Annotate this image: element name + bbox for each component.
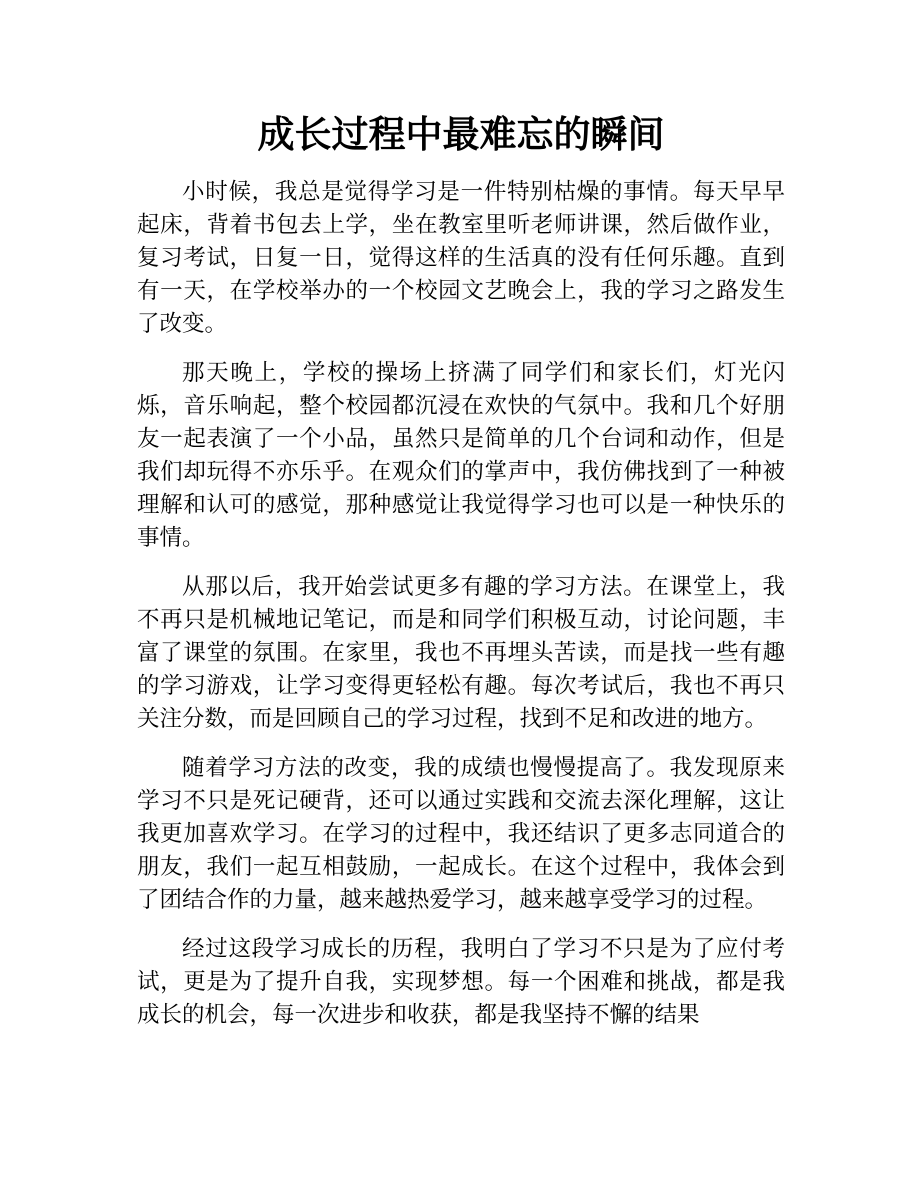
paragraph-5: 经过这段学习成长的历程，我明白了学习不只是为了应付考试，更是为了提升自我，实现梦想。每一个困难和挑战，都是我成长的机会，每一次进步和收获，都是我坚持不懈的结果 (137, 936, 785, 1028)
paragraph-2: 那天晚上，学校的操场上挤满了同学们和家长们，灯光闪烁，音乐响起，整个校园都沉浸在欢快的气氛中。我和几个好朋友一起表演了一个小品，虽然只是简单的几个台词和动作，但是我们却玩得不亦乐乎。在观众们的掌声中，我仿佛找到了一种被理解和认可的感觉，那种感觉让我觉得学习也可以是一种快乐的事情。 (137, 360, 785, 551)
paragraph-3: 从那以后，我开始尝试更多有趣的学习方法。在课堂上，我不再只是机械地记笔记，而是和同学们积极互动，讨论问题，丰富了课堂的氛围。在家里，我也不再埋头苦读，而是找一些有趣的学习游戏，让学习变得更轻松有趣。每次考试后，我也不再只关注分数，而是回顾自己的学习过程，找到不足和改进的地方。 (137, 574, 785, 732)
document-title: 成长过程中最难忘的瞬间 (257, 113, 665, 156)
paragraph-1: 小时候，我总是觉得学习是一件特别枯燥的事情。每天早早起床，背着书包去上学，坐在教室里听老师讲课，然后做作业，复习考试，日复一日，觉得这样的生活真的没有任何乐趣。直到有一天，在学校举办的一个校园文艺晚会上，我的学习之路发生了改变。 (137, 179, 785, 337)
paragraph-4: 随着学习方法的改变，我的成绩也慢慢提高了。我发现原来学习不只是死记硬背，还可以通过实践和交流去深化理解，这让我更加喜欢学习。在学习的过程中，我还结识了更多志同道合的朋友，我们一起互相鼓励，一起成长。在这个过程中，我体会到了团结合作的力量，越来越热爱学习，越来越享受学习的过程。 (137, 755, 785, 913)
